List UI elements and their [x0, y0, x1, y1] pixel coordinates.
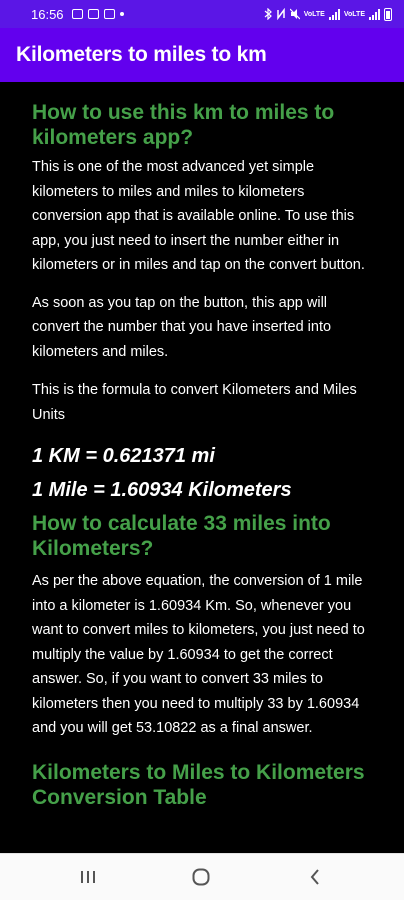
app-bar [0, 28, 404, 82]
home-icon [192, 868, 210, 886]
system-icons [264, 8, 392, 21]
volte-1-label: VoLTE [303, 10, 325, 18]
app-title: Kilometers to miles to km [16, 43, 267, 66]
back-icon [310, 869, 320, 885]
heading-conversion-table: Kilometers to Miles to Kilometers Conversion Table [32, 760, 365, 809]
formula-mile-to-km: 1 Mile = 1.60934 Kilometers [32, 479, 292, 501]
formula-km-to-mi: 1 KM = 0.621371 mi [32, 445, 215, 467]
volte-2-label: VoLTE [343, 10, 365, 18]
back-button[interactable] [285, 854, 345, 900]
battery-icon [384, 8, 392, 21]
message-icon [104, 9, 115, 19]
nfc-icon [276, 8, 286, 20]
navigation-bar [0, 853, 404, 900]
gallery-icon [72, 9, 83, 19]
bluetooth-icon [264, 8, 272, 20]
heading-how-to-use: How to use this km to miles to kilometers app? [32, 101, 335, 149]
heading-how-to-calculate: How to calculate 33 miles into Kilometers? [32, 512, 331, 560]
signal-1-icon [329, 9, 340, 20]
status-time: 16:56 [31, 6, 64, 22]
home-button[interactable] [171, 854, 231, 900]
signal-2-icon [369, 9, 380, 20]
paragraph-tap-button: As soon as you tap on the button, this app will convert the number that you have inserted into kilometers and miles. [32, 294, 332, 360]
content-scroll-area[interactable] [0, 82, 404, 853]
paragraph-intro: This is one of the most advanced yet simple kilometers to miles and miles to kilometers conversion app that is available online. To use this app, you just need to insert the number either in kilometers or in miles and tap on the convert button. [32, 159, 365, 273]
notification-icons [72, 9, 124, 19]
paragraph-formula-intro: This is the formula to convert Kilometers and Miles Units [32, 382, 357, 423]
status-bar [0, 0, 404, 28]
recents-icon [80, 870, 96, 884]
more-notifications-icon [120, 12, 124, 16]
paragraph-calculation: As per the above equation, the conversion of 1 mile into a kilometer is 1.60934 Km. So, whenever you want to convert miles to kilometers, you just need to multiply the value by 1.60934 to get the correct answer. So, if you want to convert 33 miles to kilometers then you need to multiply 33 by 1.60934 and you will get 53.10822 as a final answer. [32, 573, 365, 736]
recents-button[interactable] [58, 854, 118, 900]
notification-icon [88, 9, 99, 19]
mute-icon [290, 8, 300, 20]
